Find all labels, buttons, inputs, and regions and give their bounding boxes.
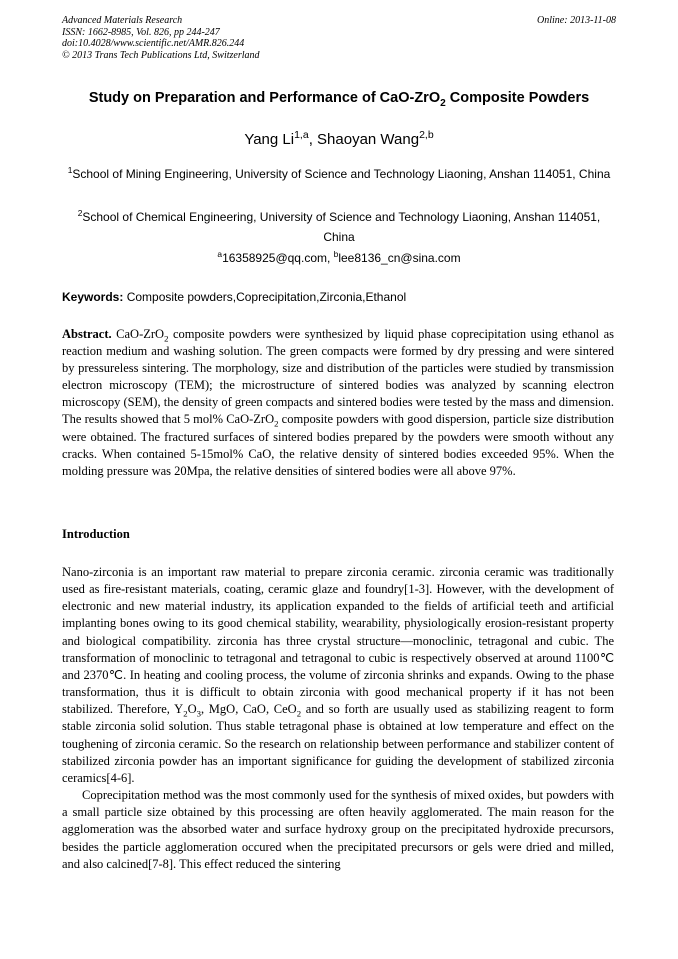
affiliation-marker: 2 [77,208,83,218]
keywords-label: Keywords: [62,290,124,304]
affiliation-2 [62,207,616,247]
title-rest: Composite Powders [445,90,590,106]
copyright-line: © 2013 Trans Tech Publications Ltd, Switzerland [62,49,260,61]
paragraph-text: , MgO, CaO, CeO [200,702,297,717]
author-superscript: 1,a [294,129,309,141]
title-subscript: 2 [440,97,446,109]
journal-name: Advanced Materials Research [62,15,183,26]
email-marker: b [333,249,339,259]
abstract-subscript: 2 [274,418,279,429]
affiliation-marker: 1 [67,165,73,175]
email-marker: a [217,249,223,259]
author-superscript: 2,b [419,129,434,141]
paragraph-subscript: 2 [183,708,188,719]
paragraph-text: and so forth are usually used as stabilizing reagent to form stable zirconia solid solution. Thus stable tetragonal phase is obtained at low temperature and effect on the toughening of zirconia ceramic. So the research on relationship between performance and stabilizer content of stabilized zirconia powder has an important significance for guiding the development of stabilized zirconia ceramics[4-6]. [62,702,614,785]
abstract-text: composite powders were synthesized by liquid phase coprecipitation using ethanol as reaction medium and washing solution. The green compacts were formed by dry pressing and were sintered by pressureless sintering. The morphology, size and distribution of the particles were studied by transmission electron microscopy (TEM); the microstructure of sintered bodies was analyzed by scanning electron microscopy (SEM), the density of green compacts and sintered bodies were tested by the mass and dimension. The results showed that 5 mol% CaO-ZrO [62,327,614,427]
paper-title [40,90,638,109]
paragraph-subscript: 2 [296,708,302,719]
abstract-label: Abstract. [62,327,112,341]
email-link[interactable]: 16358925@qq.com [222,251,327,265]
paragraph-subscript: 3 [196,708,201,719]
introduction-body [62,564,614,873]
email-link[interactable]: lee8136_cn@sina.com [338,251,461,265]
online-date: Online: 2013-11-08 [537,15,616,26]
paragraph-text: Nano-zirconia is an important raw material to prepare zirconia ceramic. zirconia ceramic was traditionally used as fire-resistant materials, coating, ceramic glaze and foundry[1-3]. However, with the development of electronic and new material industry, its application expanded to the fields of artificial teeth and artificial implanting bones owing to its good chemical stability, wearability, physiologically erosion-resistant property and biological compatibility. zirconia has three crystal structure—monoclinic, tetragonal and cubic. The transformation of monoclinic to tetragonal and tetragonal to cubic is respectively observed at around 1100℃ and 2370℃. In heating and cooling process, the volume of zirconia shrinks and expands. Owing to the phase transformation, thus it is difficult to obtain zirconia with good mechanical property if it has not been stabilized. Therefore, Y [62,565,614,717]
doi-line: doi:10.4028/www.scientific.net/AMR.826.244 [62,38,245,49]
affiliation-text: School of Mining Engineering, University of Science and Technology Liaoning, Anshan 114051, China [72,167,611,181]
author-separator: , [308,131,318,148]
paragraph-text: O [187,702,197,717]
author-list [40,131,638,148]
section-heading-introduction: Introduction [62,527,130,541]
author-emails [40,251,638,265]
abstract-subscript: 2 [164,333,169,344]
abstract-text: composite powders with good dispersion, particle size distribution were obtained. The fractured surfaces of sintered bodies prepared by the powders were smooth without any cracks. When contained 5-15mol% CaO, the relative density of sintered bodies exceeded 95%. When the molding pressure was 20Mpa, the relative densities of sintered bodies were all above 97%. [62,412,614,478]
author-name: Shaoyan Wang [317,131,420,148]
title-main: Study on Preparation and Performance of CaO-ZrO [88,90,441,106]
email-separator: , [327,251,334,265]
affiliation-1 [62,164,616,184]
issn-line: ISSN: 1662-8985, Vol. 826, pp 244-247 [62,26,220,38]
keywords [62,290,616,304]
abstract [62,326,614,480]
affiliation-text: School of Chemical Engineering, University of Science and Technology Liaoning, Anshan 114051, China [82,210,601,244]
intro-paragraph-2: Coprecipitation method was the most commonly used for the synthesis of mixed oxides, but powders with a small particle size obtained by this processing are often heavily agglomerated. The main reason for the agglomeration was the absorbed water and surface hydroxy group on the precipitated hydroxide precursors, besides the particle agglomeration occured when the precipitated precursors or gels were dried and milled, and also calcined[7-8]. This effect reduced the sintering [62,788,614,871]
author-name: Yang Li [244,131,295,148]
intro-paragraph-1 [62,564,614,787]
keywords-text: Composite powders,Coprecipitation,Zirconia,Ethanol [123,290,407,304]
journal-header [62,15,616,61]
abstract-text: CaO-ZrO [111,327,165,341]
